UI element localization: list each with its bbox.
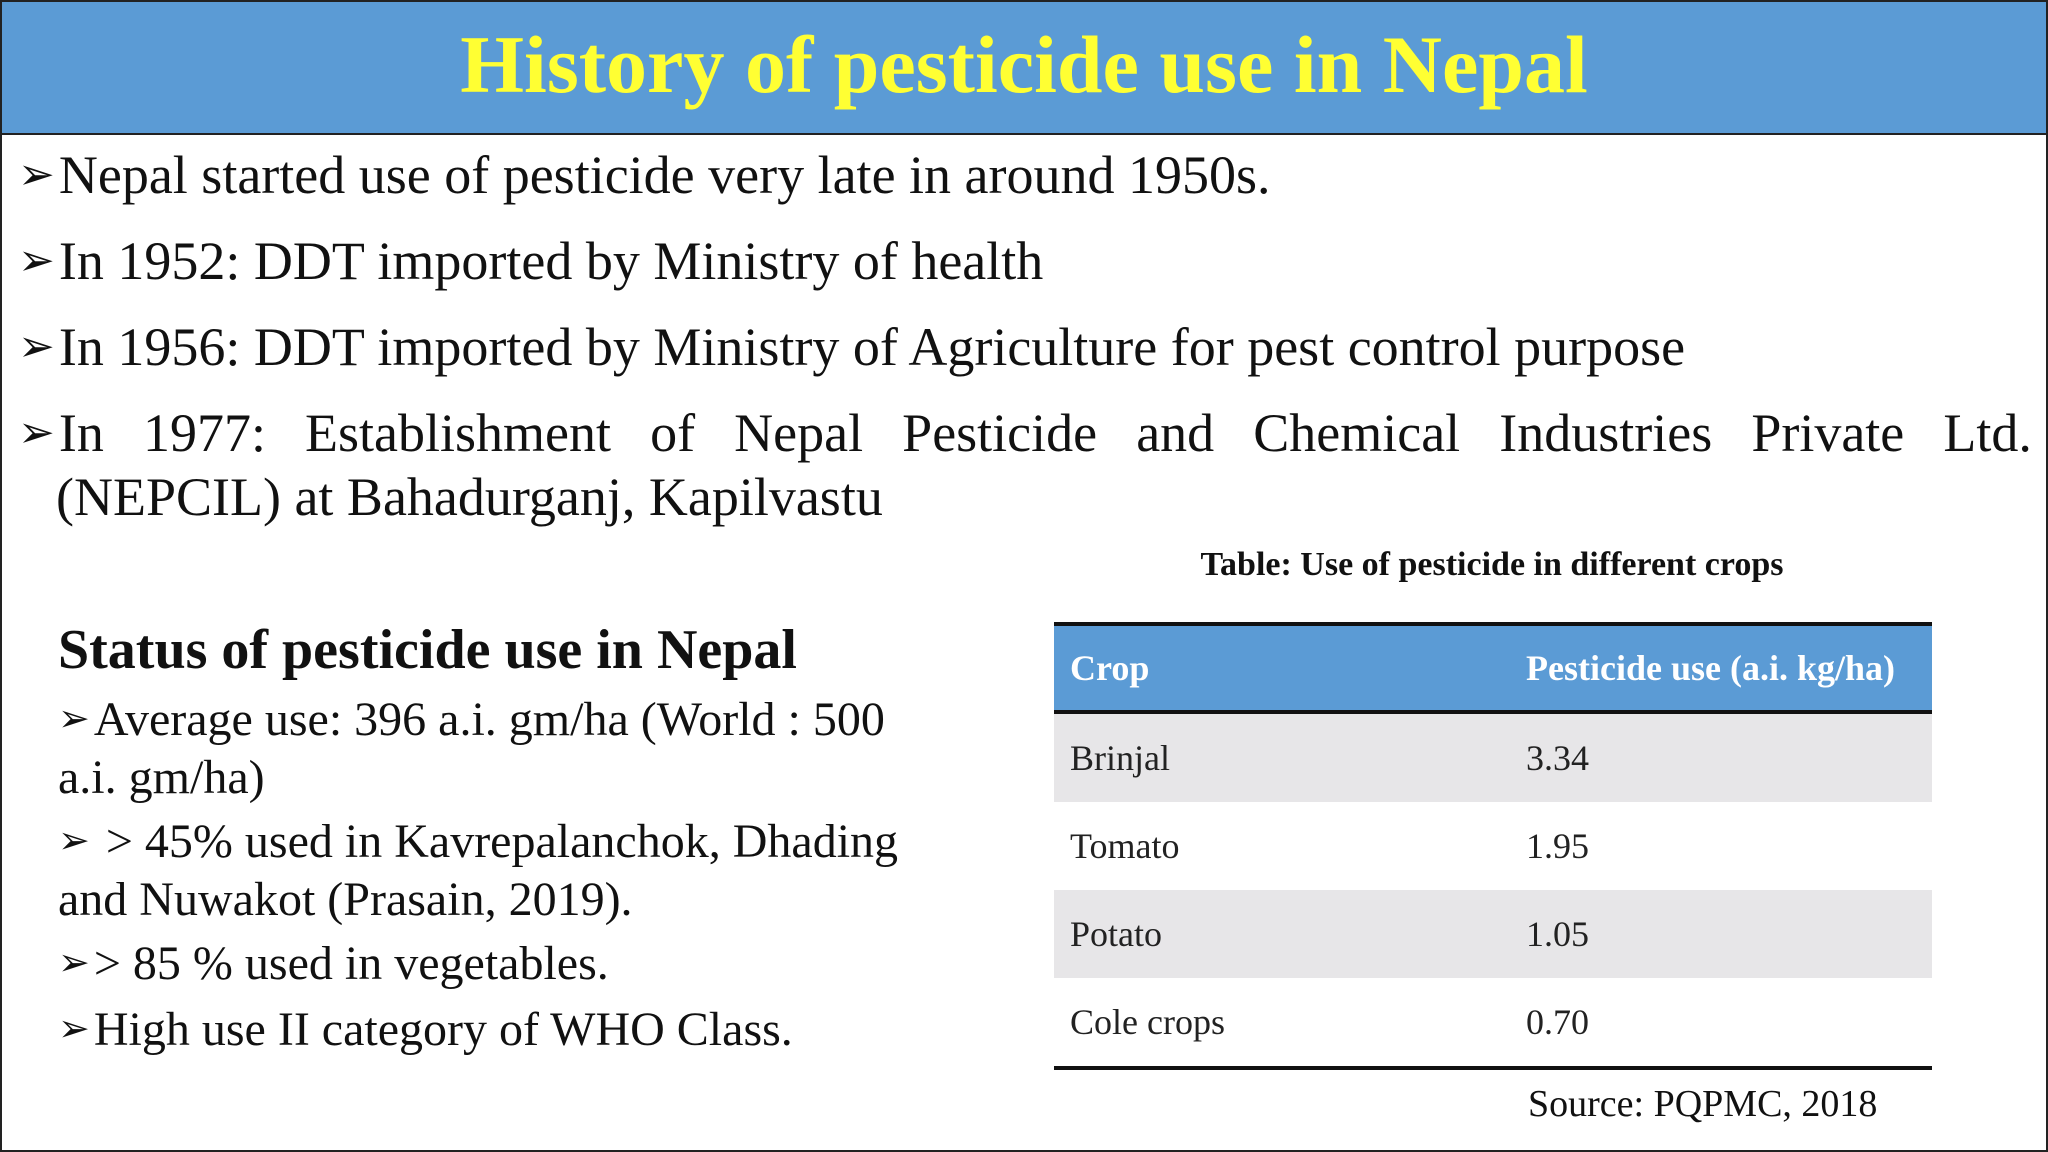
- table-row: [1054, 802, 1932, 890]
- arrow-bullet-icon: ➢: [58, 818, 90, 862]
- history-bullet-4-word: Pesticide: [902, 403, 1098, 463]
- history-bullet-text: Nepal started use of pesticide very late in around 1950s.: [58, 145, 1271, 205]
- history-bullet-2: [18, 230, 1043, 292]
- status-heading: Status of pesticide use in Nepal: [58, 619, 797, 681]
- history-bullet-4-word: Private: [1751, 403, 1905, 463]
- history-bullet-3: [18, 316, 1685, 378]
- status-line-3: ➢ > 45% used in Kavrepalanchok, Dhading: [58, 810, 898, 872]
- table-header-crop: Crop: [1054, 624, 1510, 712]
- history-bullet-4-word: and: [1136, 403, 1215, 463]
- history-bullet-4-word: Establishment: [305, 403, 611, 463]
- history-bullet-4-word: ➢In: [18, 403, 104, 463]
- arrow-bullet-icon: ➢: [18, 407, 55, 458]
- arrow-bullet-icon: ➢: [58, 940, 90, 984]
- history-bullet-4: [18, 402, 2032, 464]
- history-bullet-4-word: Ltd.: [1943, 403, 2032, 463]
- table-cell-value: 1.05: [1526, 914, 1589, 954]
- table-source: Source: PQPMC, 2018: [1528, 1083, 1878, 1125]
- table-header-use: Pesticide use (a.i. kg/ha): [1510, 624, 1932, 712]
- table-cell-crop: Cole crops: [1054, 978, 1510, 1068]
- status-line-5: ➢> 85 % used in vegetables.: [58, 932, 609, 994]
- history-bullet-4-word: Nepal: [734, 403, 864, 463]
- table-row: [1054, 712, 1932, 802]
- table-caption: Table: Use of pesticide in different crops: [1200, 546, 1784, 583]
- table-cell-value: 3.34: [1526, 738, 1589, 778]
- arrow-bullet-icon: ➢: [18, 321, 55, 372]
- history-bullet-4-word: Industries: [1499, 403, 1713, 463]
- history-bullet-text: In 1956: DDT imported by Ministry of Agriculture for pest control purpose: [58, 317, 1686, 377]
- table-header-row: [1054, 624, 1932, 712]
- table-cell-crop: Brinjal: [1070, 738, 1170, 778]
- table-cell-crop: Tomato: [1070, 826, 1180, 866]
- status-line-4: and Nuwakot (Prasain, 2019).: [58, 873, 633, 926]
- table-row: [1054, 978, 1932, 1068]
- arrow-bullet-icon: ➢: [58, 696, 90, 740]
- history-bullet-text: In 1952: DDT imported by Ministry of health: [58, 231, 1044, 291]
- arrow-bullet-icon: ➢: [58, 1006, 90, 1050]
- table-cell-value: 0.70: [1510, 978, 1932, 1068]
- table-cell-value: 1.95: [1526, 826, 1589, 866]
- status-line-6: ➢High use II category of WHO Class.: [58, 998, 793, 1060]
- pesticide-table: [1054, 622, 1932, 1070]
- history-bullet-4-word: Chemical: [1253, 403, 1461, 463]
- history-bullet-4-word: 1977:: [142, 403, 266, 463]
- table-row: [1054, 890, 1932, 978]
- title-bar: [2, 2, 2046, 135]
- history-bullet-4-continuation: (NEPCIL) at Bahadurganj, Kapilvastu: [56, 467, 883, 527]
- arrow-bullet-icon: ➢: [18, 149, 55, 200]
- arrow-bullet-icon: ➢: [18, 235, 55, 286]
- status-line-2: a.i. gm/ha): [58, 751, 265, 804]
- history-bullet-4-words: [18, 402, 2032, 464]
- slide-title: History of pesticide use in Nepal: [460, 18, 1588, 110]
- history-bullet-4-word: of: [650, 403, 696, 463]
- status-line-1: ➢Average use: 396 a.i. gm/ha (World : 500: [58, 688, 885, 750]
- table-cell-crop: Potato: [1070, 914, 1163, 954]
- history-bullet-1: [18, 144, 1271, 206]
